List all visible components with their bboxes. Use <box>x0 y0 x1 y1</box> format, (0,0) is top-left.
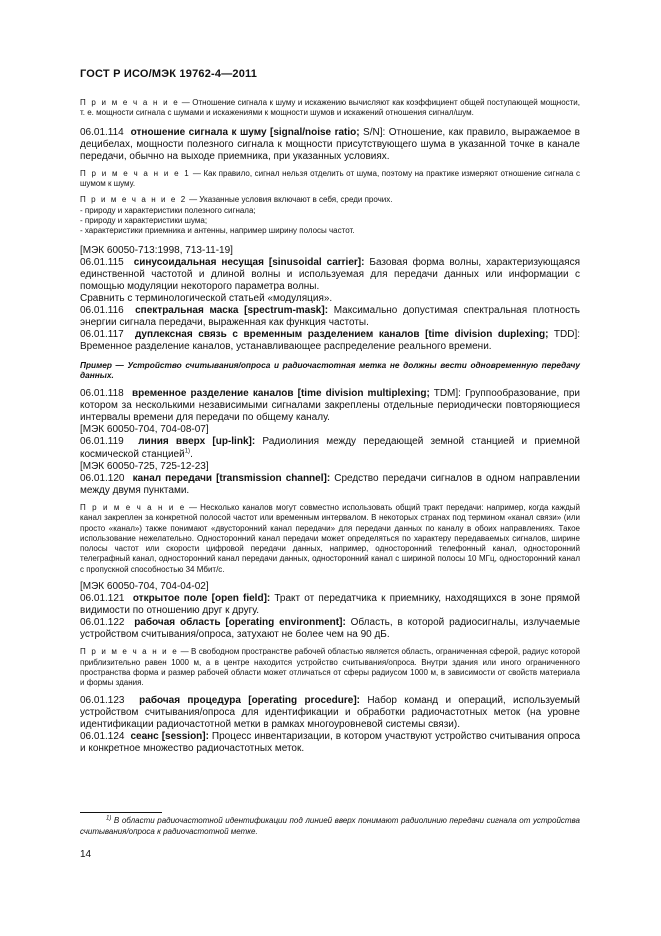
list-item: - природу и характеристики шума; <box>80 216 208 226</box>
footnote-divider <box>80 812 162 813</box>
term-entry-119: 06.01.119 линия вверх [up-link]: Радиолиния между передающей земной станцией и приемной космической станцией$^{1)}$. <box>80 436 581 460</box>
note-120: П р и м е ч а н и е — Несколько каналов могут совместно использовать общий тракт передачи: например, когда каждый канал закреплен за конкретной полосой частот или временным интервалом. В некоторых странах под термином «канал связи» (или просто «канал») также понимают «двусторонний канал передачи» для передачи данных по каналу в обоих направлениях. Такое использование нежелательно. Односторонний канал передачи может определяться по характеру передаваемых сигналов, ширине полосы частот или скорости цифровой передачи данных, например, односторонний телефонный канал, односторонний телеграфный канал, односторонний канал передачи данных, односторонний канал с шириной полосы 10 МГц, односторонний канал с пропускной способностью 34 Мбит/с. <box>80 502 580 574</box>
footnote: $^{1)}$ В области радиочастотной идентификации под линией вверх понимают радиолинию передачи сигнала от устройства считывания/опроса к радиочастотной метке. <box>80 815 580 836</box>
list-item: - характеристики приемника и антенны, например ширину полосы частот. <box>80 226 355 236</box>
note-122: П р и м е ч а н и е — В свободном пространстве рабочей областью является область, ограниченная сферой, радиус которой приблизительно равен 1000 м, а в центре находится устройство считывания/опроса. Внутри здания или иного ограниченного пространства форма и размер рабочей области может отличаться от сферы радиусом 1000 м, в зависимости от свойств материала и формы здания. <box>80 647 580 688</box>
note-snr-distortion: П р и м е ч а н и е — Отношение сигнала к шуму и искажению вычисляют как коэффициент общей поступающей мощности, т. е. мощности сигнала с шумами и искажениями к мощности шумов и искажений отношения сигнал/шум. <box>80 98 580 118</box>
note-114-2: П р и м е ч а н и е 2 — Указанные условия включают в себя, среди прочих. <box>80 195 393 205</box>
term-entry-120: 06.01.120 канал передачи [transmission channel]: Средство передачи сигналов в одном направлении между двумя пунктами. <box>80 472 580 496</box>
term-entry-117: 06.01.117 дуплексная связь с временным разделением каналов [time division duplexing; TDD]: Временное разделение каналов, устанавливающее распределение реального времени. <box>80 329 581 353</box>
example-117: Пример — Устройство считывания/опроса и радиочастотная метка не должны вести одновременную передачу данных. <box>80 359 580 380</box>
note-114-1: П р и м е ч а н и е 1 — Как правило, сигнал нельзя отделить от шума, поэтому на практике измеряют отношение сигнала с шумом к шуму. <box>80 168 580 189</box>
page-number: 14 <box>80 849 92 860</box>
reference-119: [МЭК 60050-725, 725-12-23] <box>80 460 209 472</box>
term-entry-114: 06.01.114 отношение сигнала к шуму [signal/noise ratio; S/N]: Отношение, как правило, выражаемое в децибелах, мощности полезного сигнала к мощности присутствующего шума в указанной точке в канале передачи, обычно на выходе приемника, при указанных условиях. <box>80 126 580 162</box>
footnote-marker: 1) <box>184 448 191 455</box>
document-header: ГОСТ Р ИСО/МЭК 19762-4—2011 <box>80 68 258 80</box>
term-entry-122: 06.01.122 рабочая область [operating environment]: Область, в которой радиосигналы, излучаемые устройством считывания/опроса, затухают не более чем на 90 дБ. <box>80 617 580 641</box>
compare-note-115: Сравнить с терминологической статьей «модуляция». <box>80 293 333 305</box>
term-entry-121: 06.01.121 открытое поле [open field]: Тракт от передатчика к приемнику, находящихся в зоне прямой видимости по отношению друг к другу. <box>80 593 581 617</box>
term-entry-116: 06.01.116 спектральная маска [spectrum-mask]: Максимально допустимая спектральная плотность энергии сигнала передачи, выраженная как функция частоты. <box>80 305 580 329</box>
reference-114: [МЭК 60050-713:1998, 713-11-19] <box>80 244 233 256</box>
term-entry-124: 06.01.124 сеанс [session]: Процесс инвентаризации, в котором участвуют устройство считывания опроса и конкретное множество радиочастотных меток. <box>80 730 581 755</box>
term-entry-123: 06.01.123 рабочая процедура [operating procedure]: Набор команд и операций, используемый устройством считывания/опроса для идентификации и обработки радиочастотных меток (на уровне идентификации радиочастотной метки в рамках многоуровневой системы связи). <box>80 694 580 730</box>
document-body <box>80 98 580 755</box>
list-item: - природу и характеристики полезного сигнала; <box>80 205 256 215</box>
reference-120: [МЭК 60050-704, 704-04-02] <box>80 581 209 593</box>
reference-118: [МЭК 60050-704, 704-08-07] <box>80 424 209 436</box>
term-entry-118: 06.01.118 временное разделение каналов [time division multiplexing; TDM]: Группообразование, при котором за несколькими независимыми сигналами закреплены отдельные периодически повторяющиеся интервалы времени для передачи по общему каналу. <box>80 388 581 424</box>
term-entry-115: 06.01.115 синусоидальная несущая [sinusoidal carrier]: Базовая форма волны, характеризующаяся единственной частотой и длиной волны и используемая для передачи данных или информации с помощью модуляции некоторого параметра волны. <box>80 256 580 292</box>
